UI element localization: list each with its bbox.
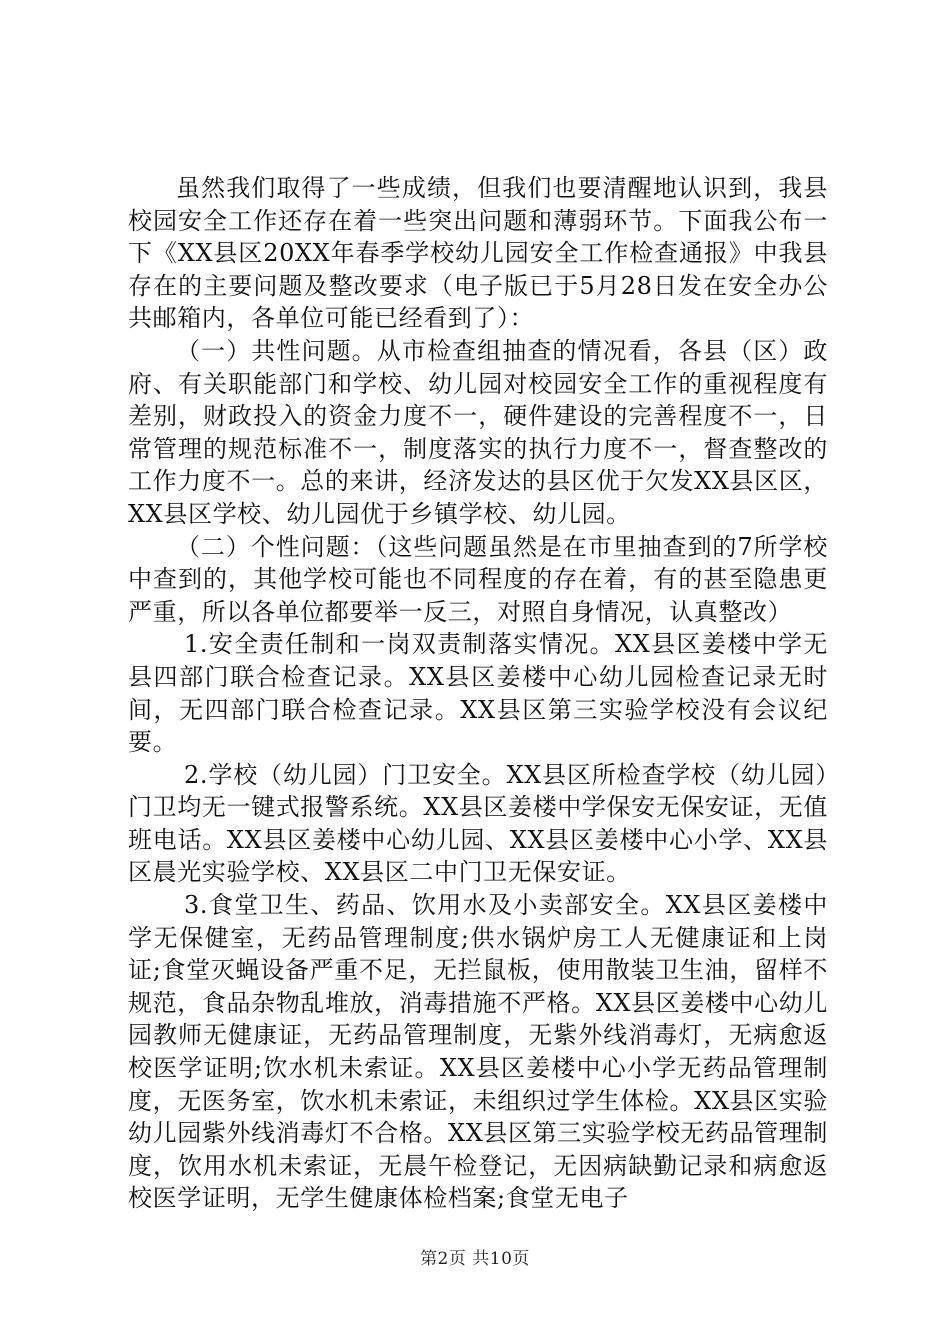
document-body [128,172,828,1215]
paragraph-individual-issues: （二）个性问题：（这些问题虽然是在市里抽查到的7所学校中查到的，其他学校可能也不同程度的存在着，有的甚至隐患更严重，所以各单位都要举一反三，对照自身情况，认真整改） [128,532,828,626]
page-footer: 第2页 共10页 [420,1249,530,1269]
paragraph-item-1: 1.安全责任制和一岗双责制落实情况。XX县区姜楼中学无县四部门联合检查记录。XX县区姜楼中心幼儿园检查记录无时间，无四部门联合检查记录。XX县区第三实验学校没有会议纪要。 [128,630,828,757]
paragraph-common-issues: （一）共性问题。从市检查组抽查的情况看，各县（区）政府、有关职能部门和学校、幼儿园对校园安全工作的重视程度有差别，财政投入的资金力度不一，硬件建设的完善程度不一，日常管理的规范标准不一，制度落实的执行力度不一，督查整改的工作力度不一。总的来讲，经济发达的县区优于欠发XX县区区，XX县区学校、幼儿园优于乡镇学校、幼儿园。 [128,336,828,528]
paragraph-intro: 虽然我们取得了一些成绩，但我们也要清醒地认识到，我县校园安全工作还存在着一些突出问题和薄弱环节。下面我公布一下《XX县区20XX年春季学校幼儿园安全工作检查通报》中我县存在的主要问题及整改要求（电子版已于5月28日发在安全办公共邮箱内，各单位可能已经看到了）： [128,174,828,333]
paragraph-item-3: 3.食堂卫生、药品、饮用水及小卖部安全。XX县区姜楼中学无保健室，无药品管理制度;供水锅炉房工人无健康证和上岗证;食堂灭蝇设备严重不足，无拦鼠板，使用散装卫生油，留样不规范，食品杂物乱堆放，消毒措施不严格。XX县区姜楼中心幼儿园教师无健康证，无药品管理制度，无紫外线消毒灯，无病愈返校医学证明;饮水机未索证。XX县区姜楼中心小学无药品管理制度，无医务室，饮水机未索证，未组织过学生体检。XX县区实验幼儿园紫外线消毒灯不合格。XX县区第三实验学校无药品管理制度，饮用水机未索证，无晨午检登记，无因病缺勤记录和病愈返校医学证明，无学生健康体检档案;食堂无电子 [128,891,828,1213]
paragraph-item-2: 2.学校（幼儿园）门卫安全。XX县区所检查学校（幼儿园）门卫均无一键式报警系统。XX县区姜楼中学保安无保安证，无值班电话。XX县区姜楼中心幼儿园、XX县区姜楼中心小学、XX县区晨光实验学校、XX县区二中门卫无保安证。 [128,760,828,887]
